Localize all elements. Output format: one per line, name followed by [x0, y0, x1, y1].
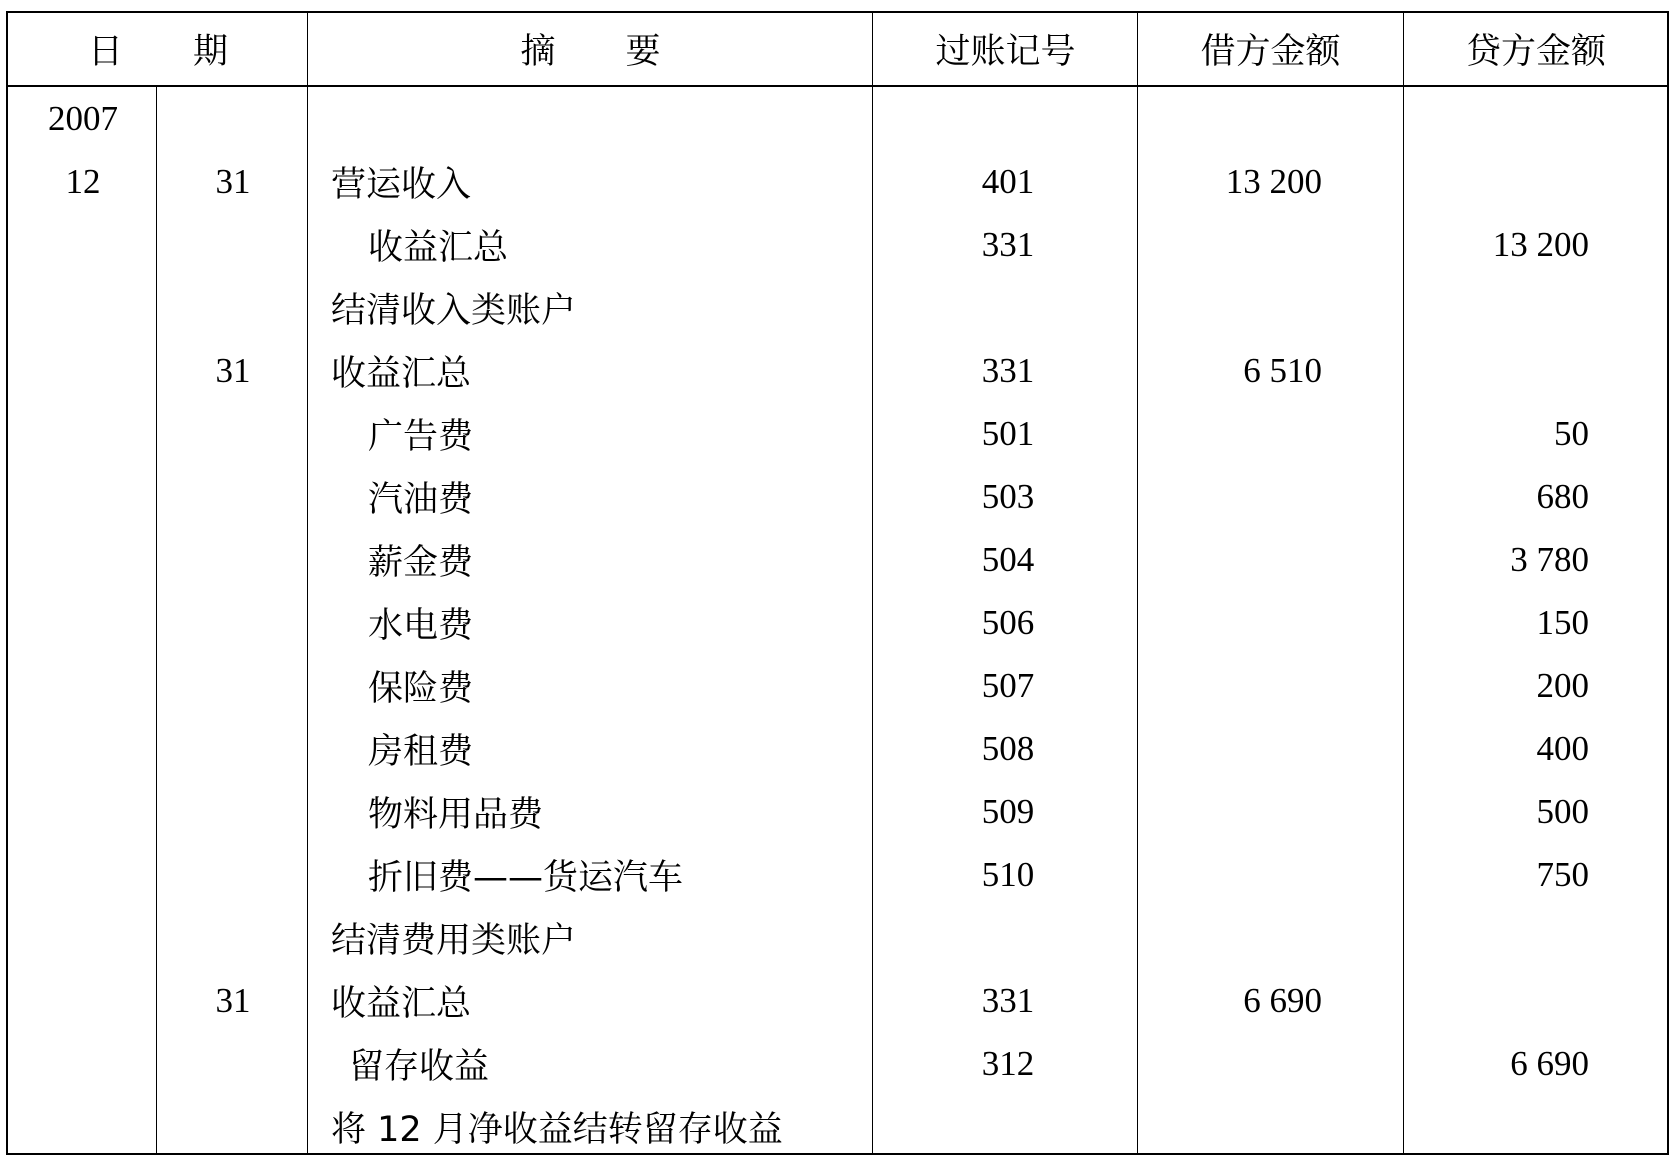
cell-summary: 将 12 月净收益结转留存收益	[331, 1109, 783, 1150]
cell-credit	[1406, 150, 1589, 213]
cell-debit	[1142, 1032, 1322, 1095]
header-credit: 贷方金额	[1465, 32, 1606, 72]
cell-year-month	[8, 780, 158, 843]
cell-debit	[1142, 906, 1322, 969]
table-row	[8, 402, 1667, 465]
cell-year-month	[8, 969, 158, 1032]
table-body	[8, 87, 1667, 1153]
cell-debit	[1142, 276, 1322, 339]
cell-credit: 200	[1536, 665, 1589, 705]
cell-summary: 广告费	[368, 416, 474, 457]
cell-day	[158, 402, 308, 465]
cell-day	[158, 276, 308, 339]
cell-posting-ref: 331	[981, 224, 1035, 264]
cell-posting-ref: 507	[981, 665, 1035, 705]
cell-debit	[1142, 213, 1322, 276]
table-row	[8, 528, 1667, 591]
cell-credit: 680	[1536, 476, 1589, 516]
cell-credit	[1406, 1095, 1589, 1158]
cell-year-month	[8, 402, 158, 465]
cell-day: 31	[215, 980, 251, 1020]
cell-year-month	[8, 276, 158, 339]
cell-credit: 400	[1536, 728, 1589, 768]
cell-summary: 汽油费	[368, 479, 474, 520]
header-summary: 摘 要	[520, 32, 661, 72]
cell-year-month	[8, 654, 158, 717]
cell-posting-ref	[876, 276, 1140, 339]
cell-year-month	[8, 906, 158, 969]
cell-summary: 收益汇总	[331, 983, 472, 1024]
cell-debit	[1142, 654, 1322, 717]
cell-day	[158, 1095, 308, 1158]
cell-summary: 物料用品费	[368, 794, 544, 835]
table-row	[8, 87, 1667, 150]
table-row	[8, 591, 1667, 654]
cell-debit: 6 690	[1243, 980, 1322, 1020]
table-row	[8, 1095, 1667, 1158]
cell-year-month	[8, 465, 158, 528]
cell-day	[158, 1032, 308, 1095]
cell-day	[158, 906, 308, 969]
table-row	[8, 276, 1667, 339]
cell-credit	[1406, 339, 1589, 402]
cell-debit	[1142, 528, 1322, 591]
cell-credit: 3 780	[1510, 539, 1589, 579]
cell-debit: 13 200	[1225, 161, 1322, 201]
cell-posting-ref: 312	[981, 1043, 1035, 1083]
cell-posting-ref: 401	[981, 161, 1035, 201]
cell-day	[158, 528, 308, 591]
cell-credit: 150	[1536, 602, 1589, 642]
table-row	[8, 465, 1667, 528]
cell-day	[158, 717, 308, 780]
cell-summary: 收益汇总	[331, 353, 472, 394]
cell-debit	[1142, 465, 1322, 528]
header-posting-ref: 过账记号	[935, 32, 1076, 72]
table-row	[8, 1032, 1667, 1095]
cell-posting-ref	[876, 1095, 1140, 1158]
cell-credit: 6 690	[1510, 1043, 1589, 1083]
cell-debit: 6 510	[1243, 350, 1322, 390]
cell-day	[158, 213, 308, 276]
cell-posting-ref	[876, 906, 1140, 969]
cell-summary: 结清收入类账户	[331, 290, 577, 331]
cell-debit	[1142, 402, 1322, 465]
cell-posting-ref: 501	[981, 413, 1035, 453]
cell-year-month	[8, 528, 158, 591]
cell-year-month	[8, 1032, 158, 1095]
cell-day	[158, 654, 308, 717]
cell-posting-ref: 331	[981, 350, 1035, 390]
table-row	[8, 654, 1667, 717]
table-row	[8, 717, 1667, 780]
cell-year-month	[8, 591, 158, 654]
table-row	[8, 843, 1667, 906]
cell-posting-ref: 503	[981, 476, 1035, 516]
cell-year-month	[8, 717, 158, 780]
cell-debit	[1142, 87, 1322, 150]
cell-debit	[1142, 1095, 1322, 1158]
cell-summary: 留存收益	[349, 1046, 490, 1087]
journal-table	[6, 11, 1669, 1155]
header-debit: 借方金额	[1200, 32, 1341, 72]
cell-posting-ref: 508	[981, 728, 1035, 768]
cell-debit	[1142, 780, 1322, 843]
cell-year-month	[8, 339, 158, 402]
cell-day: 31	[215, 161, 251, 201]
cell-posting-ref: 331	[981, 980, 1035, 1020]
cell-year-month: 12	[65, 161, 101, 201]
cell-debit	[1142, 717, 1322, 780]
cell-posting-ref: 509	[981, 791, 1035, 831]
cell-credit: 500	[1536, 791, 1589, 831]
cell-posting-ref: 504	[981, 539, 1035, 579]
cell-credit	[1406, 276, 1589, 339]
cell-day	[158, 843, 308, 906]
cell-summary: 折旧费——货运汽车	[368, 857, 684, 898]
table-row	[8, 780, 1667, 843]
cell-credit	[1406, 906, 1589, 969]
cell-summary: 营运收入	[331, 164, 472, 205]
table-header	[8, 13, 1667, 87]
cell-summary	[331, 87, 871, 150]
cell-day	[158, 591, 308, 654]
cell-year-month	[8, 1095, 158, 1158]
header-date: 日 期	[87, 32, 228, 72]
table-row	[8, 213, 1667, 276]
cell-debit	[1142, 591, 1322, 654]
cell-summary: 保险费	[368, 668, 474, 709]
cell-day	[158, 465, 308, 528]
cell-summary: 结清费用类账户	[331, 920, 577, 961]
table-row	[8, 906, 1667, 969]
cell-posting-ref	[876, 87, 1140, 150]
cell-year-month	[8, 843, 158, 906]
cell-summary: 薪金费	[368, 542, 474, 583]
cell-posting-ref: 510	[981, 854, 1035, 894]
table-row	[8, 969, 1667, 1032]
table-row	[8, 150, 1667, 213]
cell-year-month	[8, 213, 158, 276]
cell-summary: 水电费	[368, 605, 474, 646]
cell-year-month: 2007	[48, 98, 118, 138]
table-row	[8, 339, 1667, 402]
cell-summary: 房租费	[368, 731, 474, 772]
cell-credit: 750	[1536, 854, 1589, 894]
cell-summary: 收益汇总	[368, 227, 509, 268]
cell-day	[158, 87, 308, 150]
cell-posting-ref: 506	[981, 602, 1035, 642]
cell-day: 31	[215, 350, 251, 390]
cell-day	[158, 780, 308, 843]
cell-debit	[1142, 843, 1322, 906]
cell-credit	[1406, 87, 1589, 150]
cell-credit: 50	[1554, 413, 1589, 453]
cell-credit	[1406, 969, 1589, 1032]
cell-credit: 13 200	[1492, 224, 1589, 264]
